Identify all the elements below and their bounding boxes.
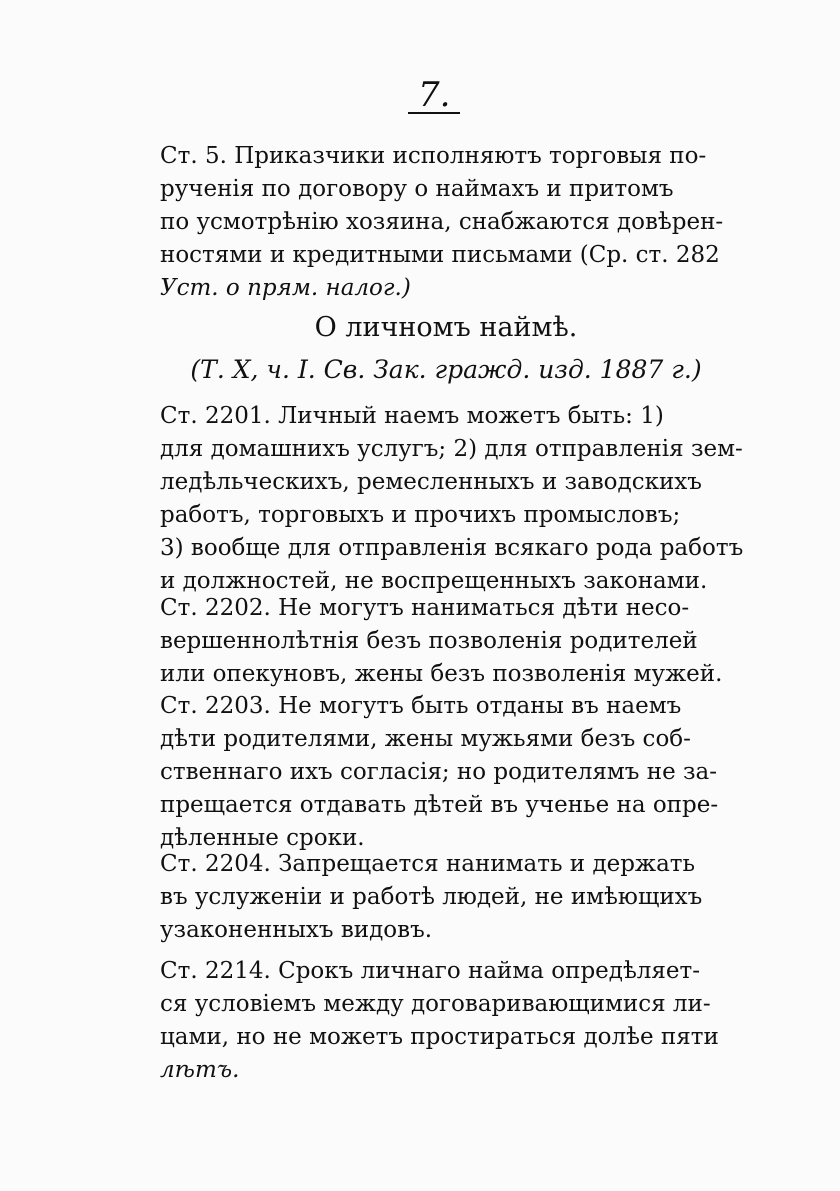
text-line: ся условіемъ между договаривающимися ли-	[160, 991, 711, 1017]
text-line: Ст. 5. Приказчики исполняютъ торговыя по-	[160, 143, 707, 169]
article-2202	[160, 592, 732, 691]
text-line: прещается отдавать дѣтей въ ученье на опре-	[160, 792, 719, 818]
source-citation: (Т. X, ч. I. Св. Зак. гражд. изд. 1887 г.)	[190, 355, 702, 384]
text-line: ностями и кредитными письмами (Ср. ст. 282	[160, 242, 720, 268]
article-2214	[160, 955, 732, 1087]
text-line: Уст. о прям. налог.)	[160, 275, 411, 301]
article-2201	[160, 400, 744, 598]
text-line: ледѣльческихъ, ремесленныхъ и заводскихъ	[160, 469, 702, 495]
article-2204	[160, 848, 732, 947]
text-line: въ услуженіи и работѣ людей, не имѣющихъ	[160, 884, 703, 910]
article-5	[160, 140, 732, 305]
text-line: Ст. 2202. Не могутъ наниматься дѣти несо-	[160, 595, 690, 621]
article-2203	[160, 690, 732, 855]
text-line: Ст. 2204. Запрещается нанимать и держать	[160, 851, 696, 877]
page-number: 7.	[408, 78, 460, 114]
text-line: цами, но не можетъ простираться долѣе пяти	[160, 1024, 719, 1050]
text-line: узаконенныхъ видовъ.	[160, 917, 433, 943]
text-line: Ст. 2214. Срокъ личнаго найма опредѣляет-	[160, 958, 701, 984]
text-line: дѣленные сроки.	[160, 825, 365, 851]
text-line: и должностей, не воспрещенныхъ законами.	[160, 568, 708, 594]
text-line: вершеннолѣтнія безъ позволенія родителей	[160, 628, 698, 654]
section-heading: О личномъ наймѣ.	[314, 312, 578, 343]
text-line: по усмотрѣнію хозяина, снабжаются довѣрен-	[160, 209, 724, 235]
text-line: Ст. 2203. Не могутъ быть отданы въ наемъ	[160, 693, 682, 719]
text-line: 3) вообще для отправленія всякаго рода работъ	[160, 535, 744, 561]
text-line: или опекуновъ, жены безъ позволенія мужей.	[160, 661, 723, 687]
text-line: дѣти родителями, жены мужьями безъ соб-	[160, 726, 691, 752]
text-line: работъ, торговыхъ и прочихъ промысловъ;	[160, 502, 681, 528]
text-line: для домашнихъ услугъ; 2) для отправленія зем-	[160, 436, 743, 462]
text-line: ственнаго ихъ согласія; но родителямъ не за-	[160, 759, 718, 785]
text-line: рученія по договору о наймахъ и притомъ	[160, 176, 674, 202]
text-line: лѣтъ.	[160, 1057, 240, 1083]
text-line: Ст. 2201. Личный наемъ можетъ быть: 1)	[160, 403, 664, 429]
